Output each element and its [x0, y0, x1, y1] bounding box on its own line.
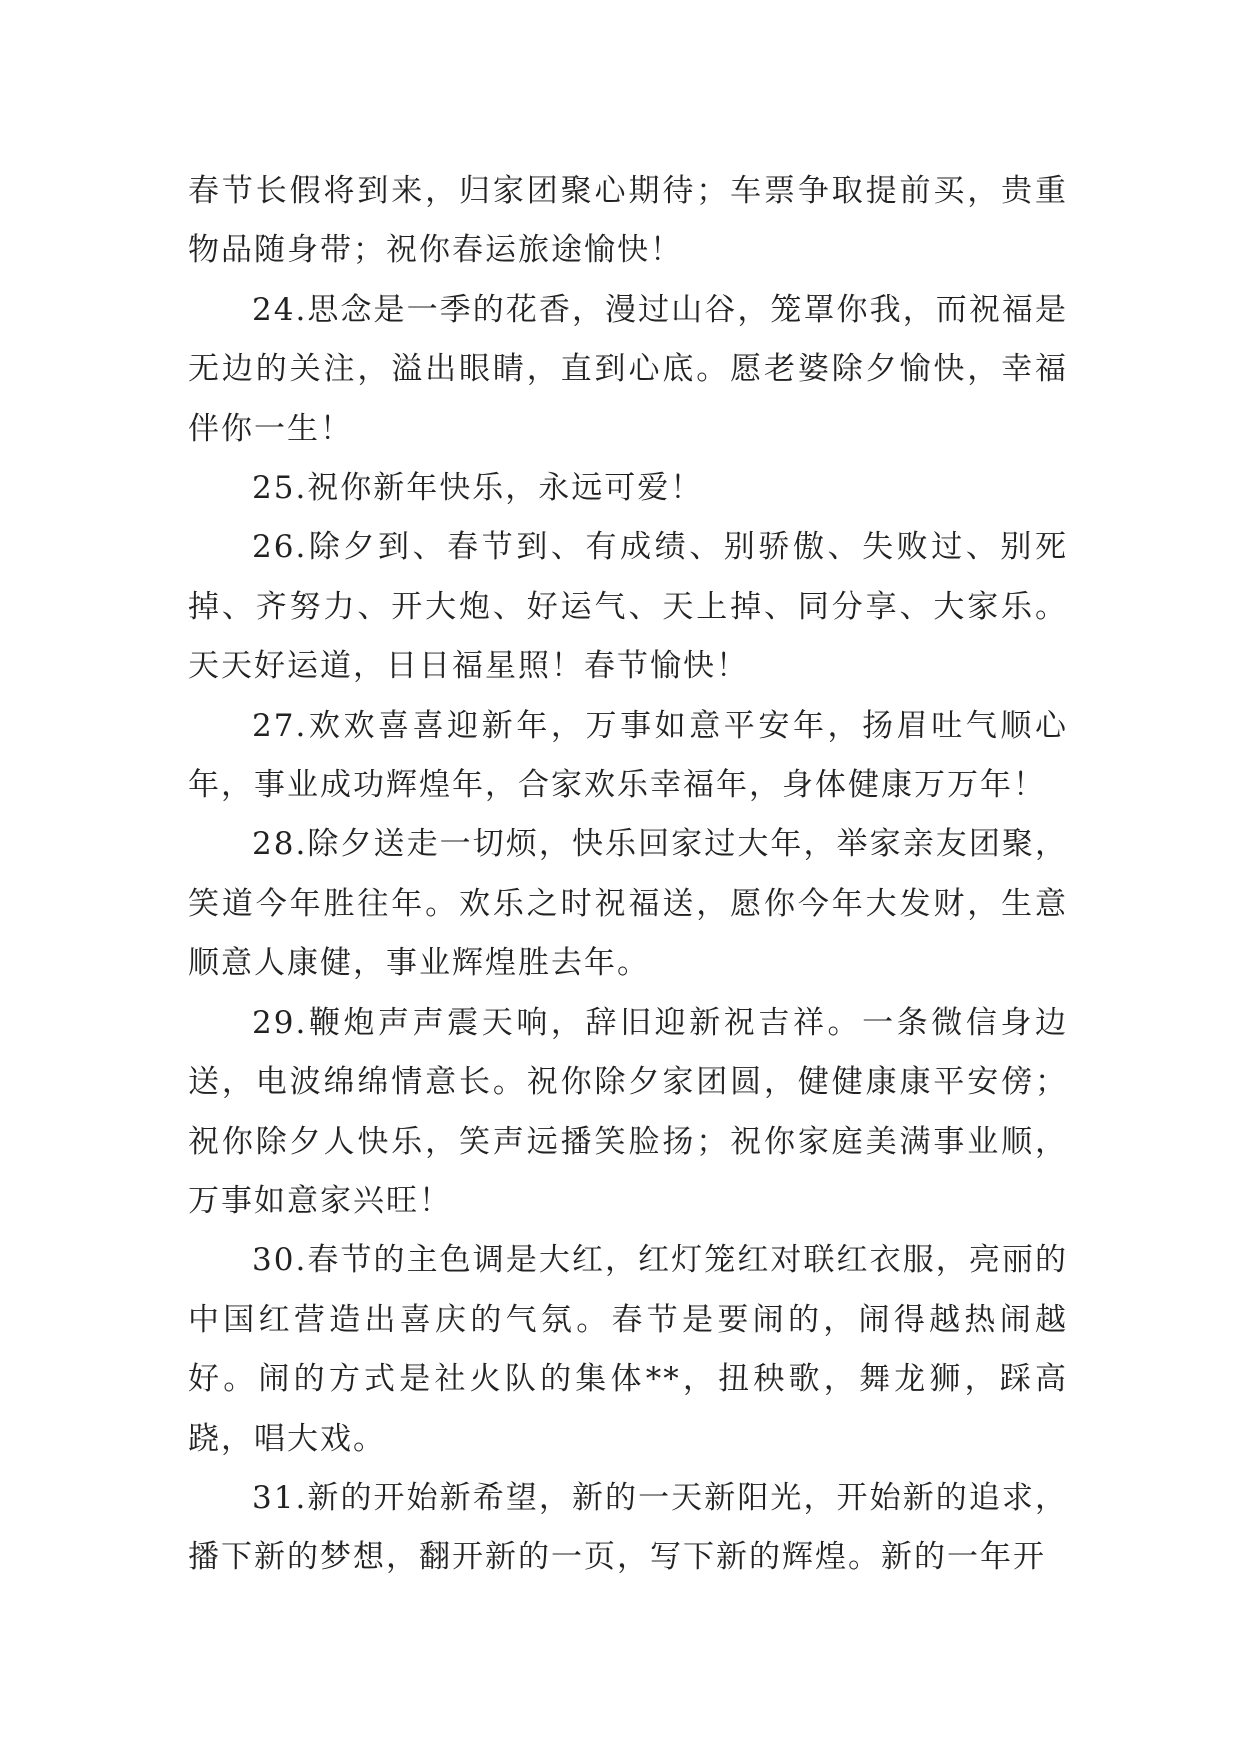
- document-body: [188, 162, 1068, 1588]
- paragraph-item-28: 28.除夕送走一切烦，快乐回家过大年，举家亲友团聚，笑道今年胜往年。欢乐之时祝福送，愿你今年大发财，生意顺意人康健，事业辉煌胜去年。: [188, 826, 1068, 982]
- paragraph-item-30: 30.春节的主色调是大红，红灯笼红对联红衣服，亮丽的中国红营造出喜庆的气氛。春节是要闹的，闹得越热闹越好。闹的方式是社火队的集体**，扭秧歌，舞龙狮，踩高跷，唱大戏。: [188, 1242, 1068, 1457]
- paragraph-item-24: 24.思念是一季的花香，漫过山谷，笼罩你我，而祝福是无边的关注，溢出眼睛，直到心底。愿老婆除夕愉快，幸福伴你一生！: [188, 291, 1068, 447]
- paragraph-item-27: 27.欢欢喜喜迎新年，万事如意平安年，扬眉吐气顺心年，事业成功辉煌年，合家欢乐幸福年，身体健康万万年！: [188, 707, 1068, 804]
- paragraph-item-31: 31.新的开始新希望，新的一天新阳光，开始新的追求，播下新的梦想，翻开新的一页，写下新的辉煌。新的一年开: [188, 1479, 1068, 1576]
- paragraph-item-29: 29.鞭炮声声震天响，辞旧迎新祝吉祥。一条微信身边送，电波绵绵情意长。祝你除夕家团圆，健健康康平安傍；祝你除夕人快乐，笑声远播笑脸扬；祝你家庭美满事业顺，万事如意家兴旺！: [188, 1004, 1068, 1219]
- paragraph-item-25: 25.祝你新年快乐，永远可爱！: [252, 470, 704, 507]
- paragraph-item-26: 26.除夕到、春节到、有成绩、别骄傲、失败过、别死掉、齐努力、开大炮、好运气、天上掉、同分享、大家乐。天天好运道，日日福星照！春节愉快！: [188, 529, 1068, 685]
- paragraph-continuation: 春节长假将到来，归家团聚心期待；车票争取提前买，贵重物品随身带；祝你春运旅途愉快！: [188, 173, 1068, 269]
